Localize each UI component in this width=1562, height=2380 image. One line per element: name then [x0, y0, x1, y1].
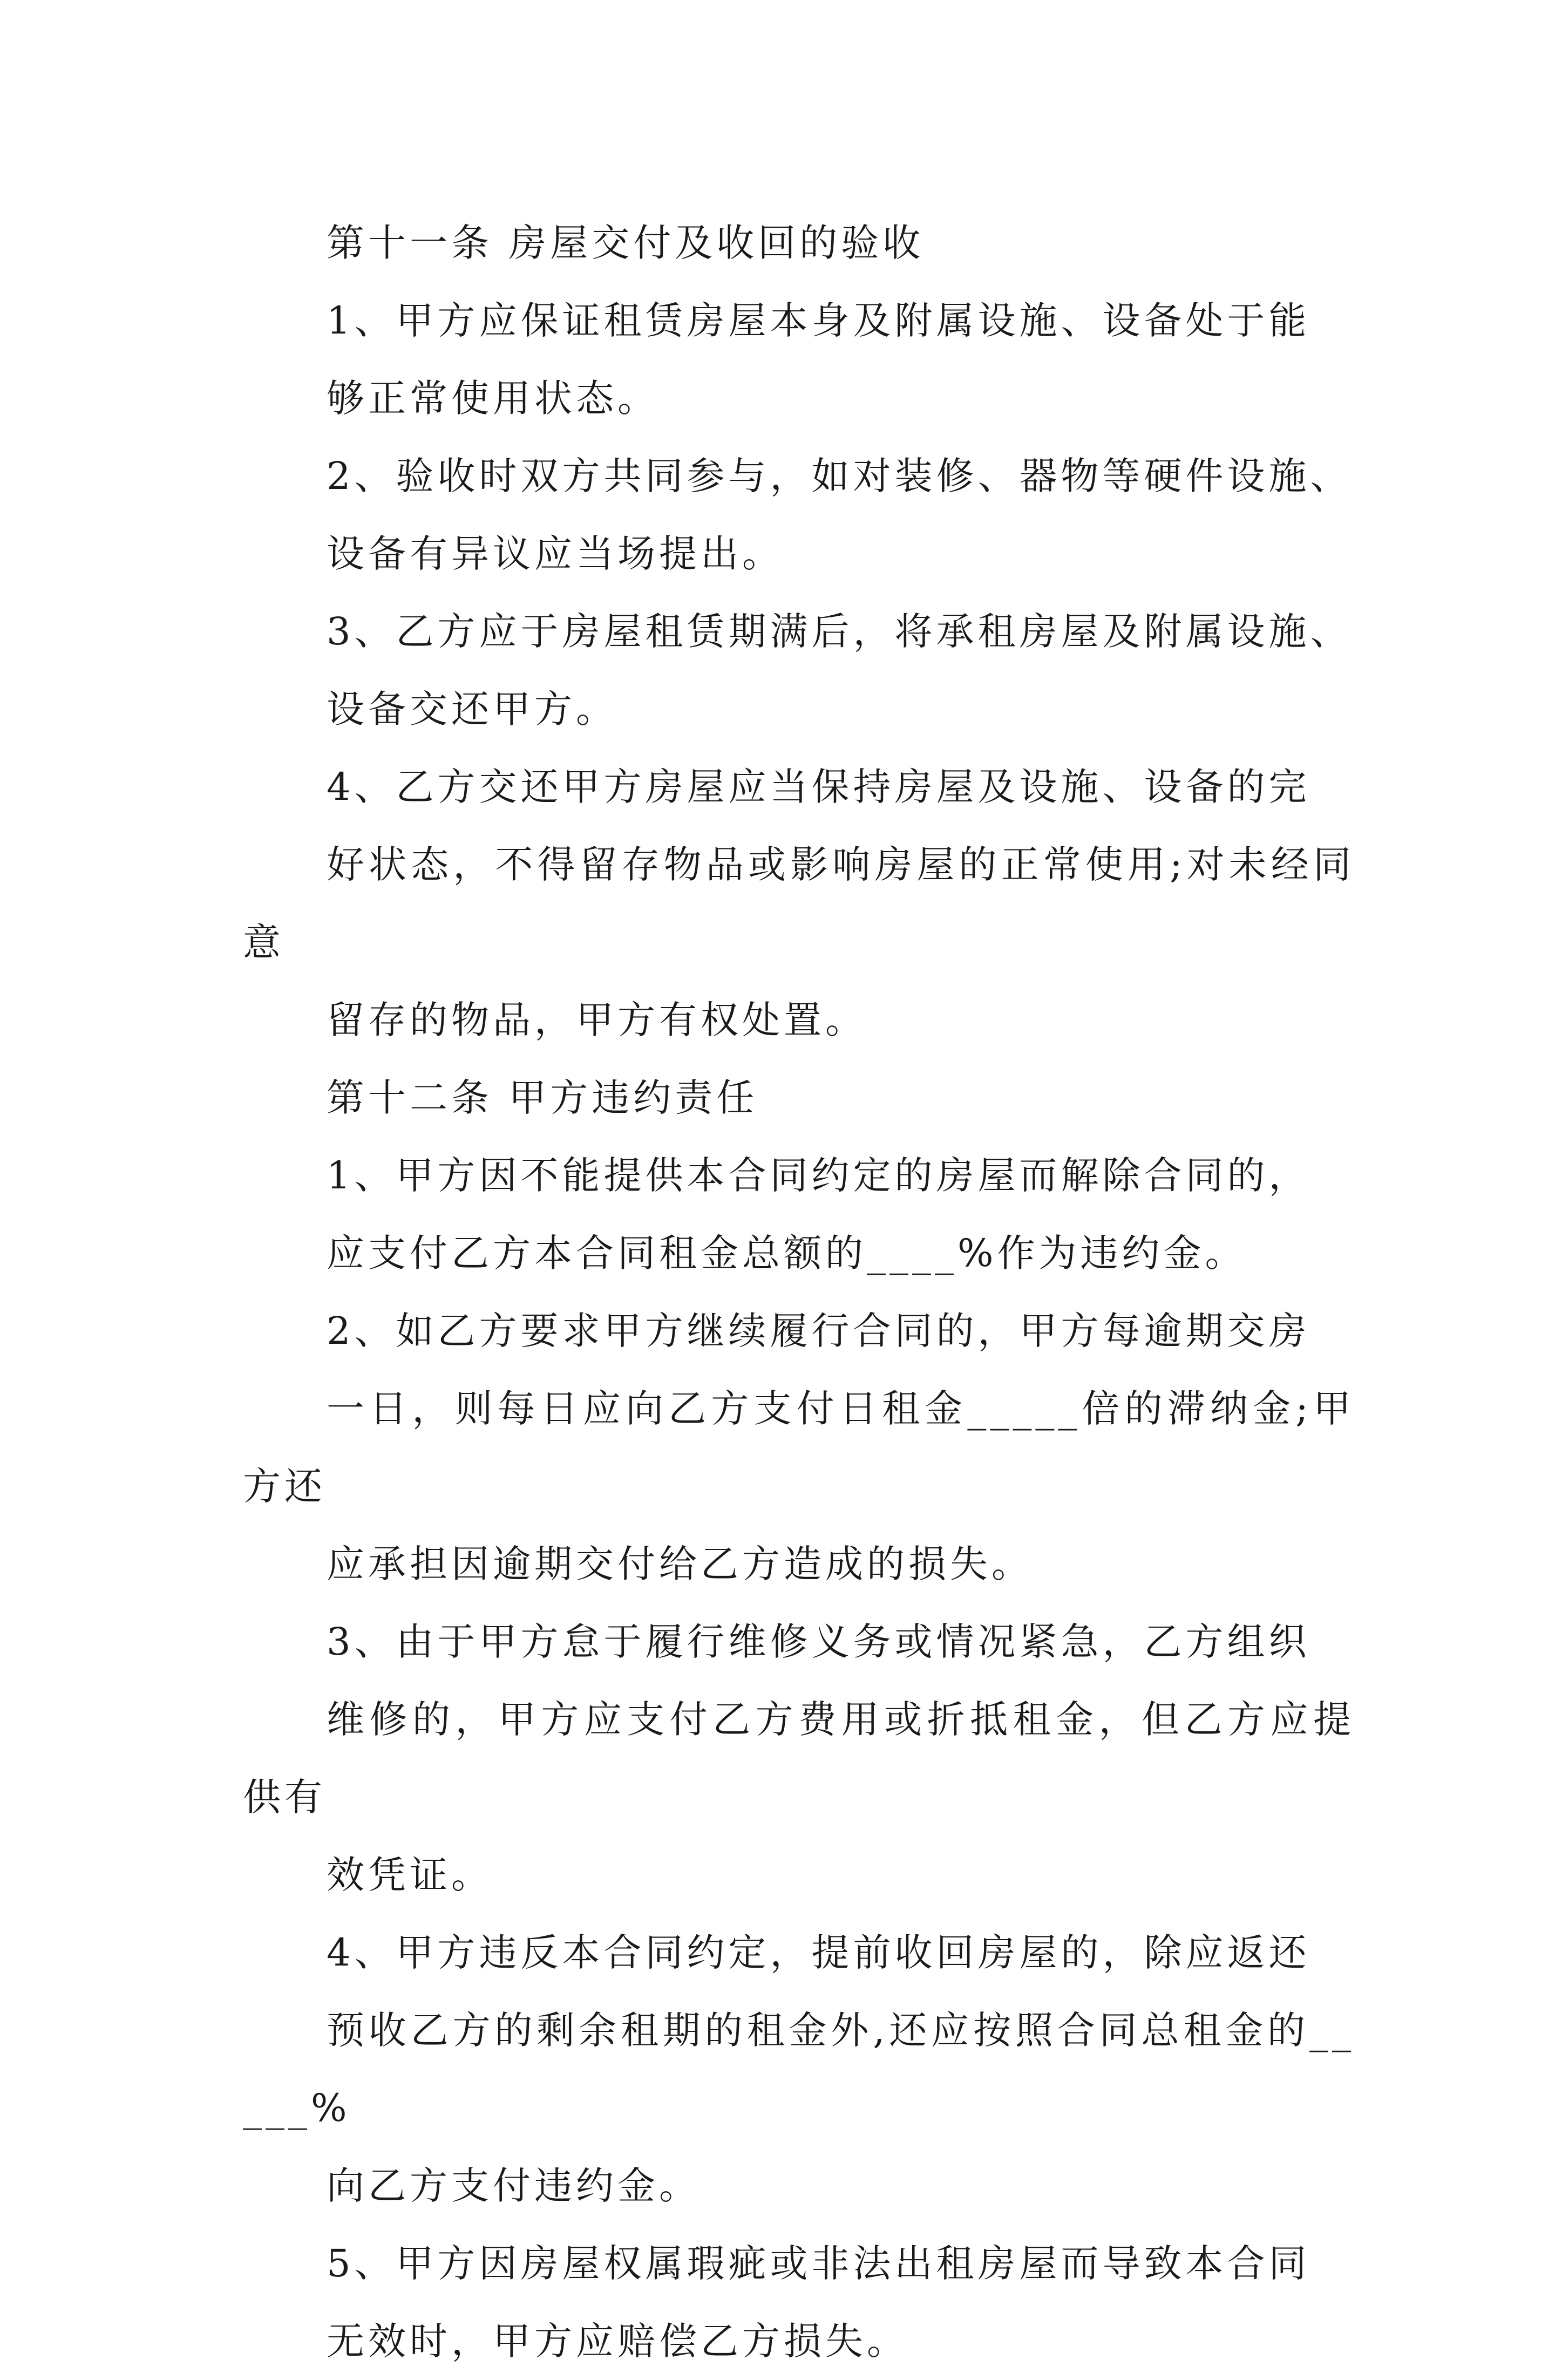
text-line: 4、乙方交还甲方房屋应当保持房屋及设施、设备的完 [327, 765, 1310, 809]
clause-paragraph [243, 1137, 1355, 1292]
text-line: 3、乙方应于房屋租赁期满后，将承租房屋及附属设施、 [327, 609, 1352, 654]
clause-paragraph [243, 2225, 1355, 2380]
text-line: 2、验收时双方共同参与，如对装修、器物等硬件设施、 [327, 454, 1352, 498]
text-line: 效凭证。 [327, 1853, 493, 1897]
text-line: 4、甲方违反本合同约定，提前收回房屋的，除应返还 [327, 1930, 1310, 1975]
clause-paragraph [243, 1292, 1355, 1603]
text-line: 1、甲方应保证租赁房屋本身及附属设施、设备处于能 [327, 298, 1310, 343]
document-body [243, 204, 1355, 2380]
clause-paragraph [243, 748, 1355, 1059]
text-line: 留存的物品，甲方有权处置。 [327, 998, 867, 1042]
text-line: 5、甲方因房屋权属瑕疵或非法出租房屋而导致本合同 [327, 2241, 1310, 2286]
text-line: 3、由于甲方怠于履行维修义务或情况紧急，乙方组织 [327, 1620, 1310, 1664]
text-line: 预收乙方的剩余租期的租金外,还应按照合同总租金的_____% [243, 2008, 1355, 2130]
clause-paragraph [243, 437, 1355, 593]
section-heading: 第十一条 房屋交付及收回的验收 [327, 221, 925, 265]
text-line: 一日，则每日应向乙方支付日租金_____倍的滞纳金;甲方还 [243, 1386, 1355, 1508]
section-heading: 第十二条 甲方违约责任 [327, 1076, 758, 1120]
clause-paragraph [243, 593, 1355, 748]
text-line: 维修的，甲方应支付乙方费用或折抵租金，但乙方应提供有 [243, 1697, 1355, 1819]
text-line: 应承担因逾期交付给乙方造成的损失。 [327, 1542, 1033, 1586]
text-line: 设备有异议应当场提出。 [327, 532, 784, 576]
clause-paragraph [243, 1914, 1355, 2225]
clause-paragraph [243, 1603, 1355, 1914]
clause-paragraph [243, 282, 1355, 437]
text-line: 向乙方支付违约金。 [327, 2164, 701, 2208]
text-line: 无效时，甲方应赔偿乙方损失。 [327, 2319, 908, 2363]
text-line: 够正常使用状态。 [327, 376, 659, 420]
text-line: 2、如乙方要求甲方继续履行合同的，甲方每逾期交房 [327, 1309, 1310, 1353]
text-line: 好状态，不得留存物品或影响房屋的正常使用;对未经同意 [243, 842, 1355, 964]
text-line: 设备交还甲方。 [327, 687, 617, 731]
text-line: 应支付乙方本合同租金总额的____%作为违约金。 [327, 1231, 1247, 1275]
text-line: 1、甲方因不能提供本合同约定的房屋而解除合同的， [327, 1153, 1310, 1198]
